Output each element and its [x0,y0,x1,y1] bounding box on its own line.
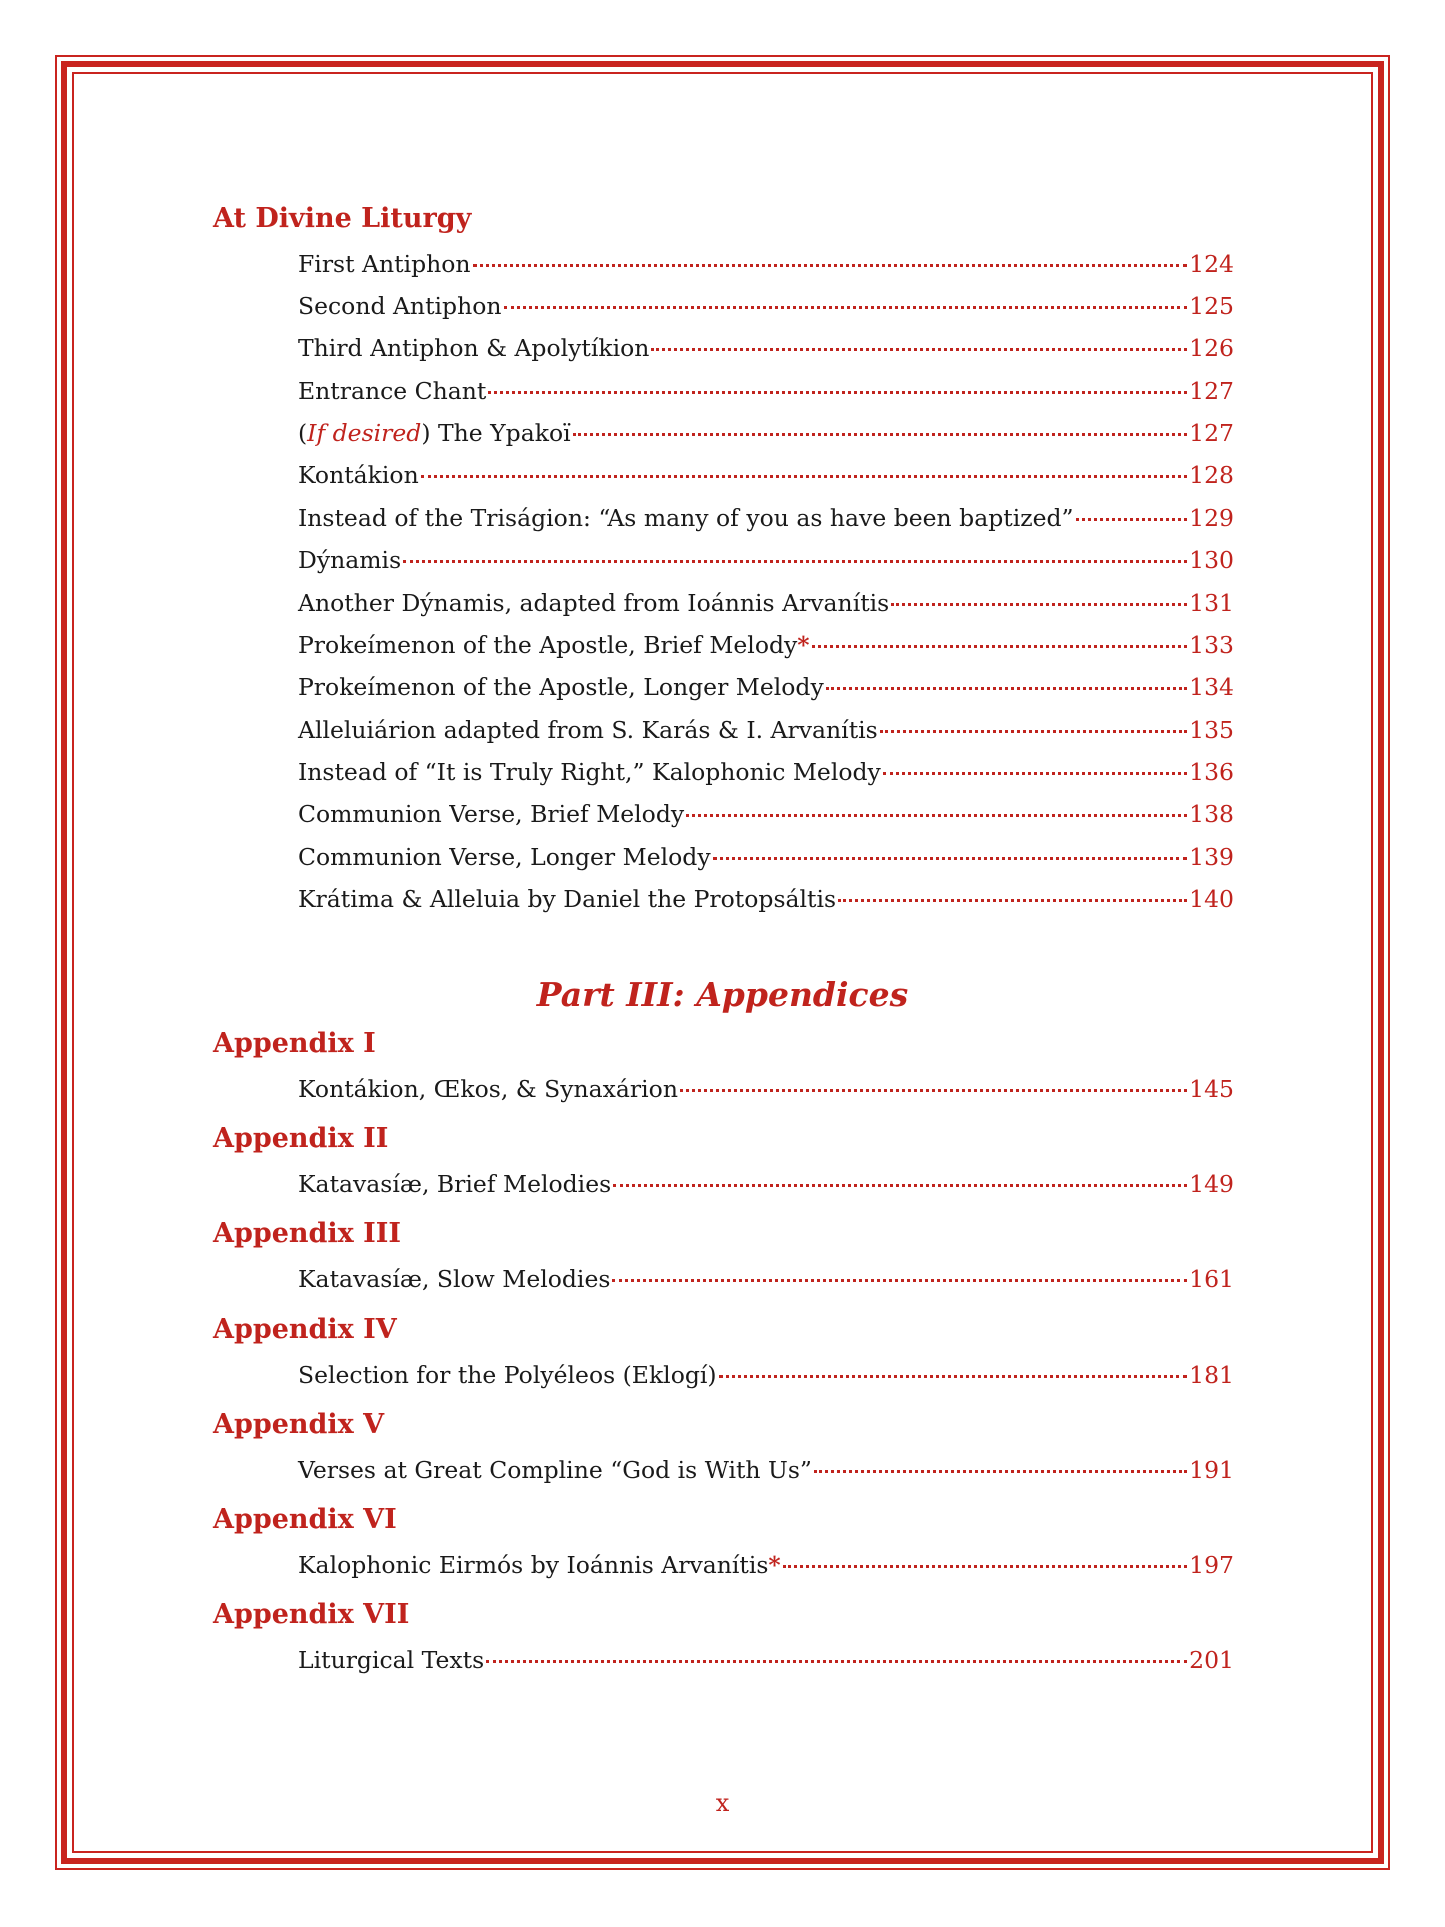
dot-leader [719,1375,1188,1378]
toc-entry[interactable] [298,501,1234,535]
entry-title: Kontákion, Œkos, & Synaxárion [298,1075,678,1103]
paren-close: ) [421,419,431,447]
entry-page-number: 191 [1189,1456,1234,1484]
toc-entry[interactable] [298,289,1234,323]
entry-page-number: 138 [1189,800,1234,828]
part-heading: Part III: Appendices [536,975,909,1014]
toc-entry[interactable] [298,416,1234,450]
appendix-heading: Appendix II [213,1123,389,1154]
dot-leader [651,348,1187,351]
toc-entry[interactable] [298,840,1234,874]
entry-page-number: 197 [1189,1551,1234,1579]
dot-leader [473,264,1188,267]
dot-leader [880,730,1187,733]
dot-leader [826,687,1187,690]
entry-page-number: 201 [1189,1646,1234,1674]
toc-entry[interactable] [298,1643,1234,1677]
entry-title: Liturgical Texts [298,1646,485,1674]
toc-entry[interactable] [298,713,1234,747]
toc-entry[interactable] [298,797,1234,831]
entry-page-number: 145 [1189,1075,1234,1103]
dot-leader [713,857,1188,860]
asterisk-mark: * [797,631,810,659]
entry-page-number: 124 [1189,250,1234,278]
toc-entry[interactable] [298,543,1234,577]
entry-title: Another Dýnamis, adapted from Ioánnis Arvanítis [298,589,890,617]
entry-title: Verses at Great Compline “God is With Us” [298,1456,812,1484]
appendix-heading: Appendix V [213,1409,385,1440]
dot-leader [814,1470,1187,1473]
entry-page-number: 125 [1189,292,1234,320]
entry-title-text: The Ypakoï [430,419,571,447]
toc-entry[interactable] [298,670,1234,704]
entry-title: First Antiphon [298,250,471,278]
toc-entry[interactable] [298,374,1234,408]
toc-entry[interactable] [298,1358,1234,1392]
toc-entry[interactable] [298,331,1234,365]
dot-leader [883,772,1187,775]
toc-entry[interactable] [298,1453,1234,1487]
entry-page-number: 126 [1189,334,1234,362]
entry-title-text: Kalophonic Eirmós by Ioánnis Arvanítis [298,1551,769,1579]
entry-title [298,416,571,450]
toc-entry[interactable] [298,247,1234,281]
entry-title: Dýnamis [298,546,402,574]
dot-leader [812,645,1188,648]
entry-page-number: 130 [1189,546,1234,574]
entry-title [298,1548,781,1582]
toc-entry[interactable] [298,628,1234,662]
entry-title: Kontákion [298,461,419,489]
toc-entry[interactable] [298,586,1234,620]
appendix-heading: Appendix VII [213,1599,410,1630]
page-folio: x [715,1789,730,1817]
toc-entry[interactable] [298,1167,1234,1201]
entry-page-number: 136 [1189,758,1234,786]
entry-title [298,628,810,662]
appendix-heading: Appendix VI [213,1504,397,1535]
appendix-heading: Appendix IV [213,1314,397,1345]
entry-page-number: 129 [1189,504,1234,532]
entry-title: Entrance Chant [298,377,487,405]
entry-title: Krátima & Alleluia by Daniel the Protopsáltis [298,885,837,913]
section-heading-divine-liturgy: At Divine Liturgy [213,203,472,234]
dot-leader [1076,518,1188,521]
entry-title: Second Antiphon [298,292,502,320]
entry-title: Third Antiphon & Apolytíkion [298,334,650,362]
dot-leader [486,1660,1187,1663]
entry-page-number: 127 [1189,377,1234,405]
entry-page-number: 139 [1189,843,1234,871]
entry-page-number: 161 [1189,1265,1234,1293]
italic-note: If desired [307,419,422,447]
appendix-heading: Appendix III [213,1218,402,1249]
dot-leader [504,306,1188,309]
toc-entry[interactable] [298,458,1234,492]
entry-page-number: 135 [1189,716,1234,744]
toc-entry[interactable] [298,1262,1234,1296]
entry-title: Katavasíæ, Brief Melodies [298,1170,612,1198]
entry-title: Prokeímenon of the Apostle, Longer Melody [298,673,824,701]
toc-entry[interactable] [298,1072,1234,1106]
entry-page-number: 140 [1189,885,1234,913]
entry-title: Katavasíæ, Slow Melodies [298,1265,611,1293]
paren-open: ( [298,419,308,447]
toc-entry[interactable] [298,882,1234,916]
entry-title: Selection for the Polyéleos (Eklogí) [298,1361,717,1389]
entry-title: Communion Verse, Brief Melody [298,800,685,828]
toc-entry[interactable] [298,1548,1234,1582]
dot-leader [686,814,1187,817]
dot-leader [783,1565,1187,1568]
dot-leader [421,475,1187,478]
dot-leader [680,1089,1187,1092]
entry-page-number: 128 [1189,461,1234,489]
asterisk-mark: * [768,1551,781,1579]
dot-leader [488,391,1187,394]
entry-page-number: 134 [1189,673,1234,701]
entry-page-number: 149 [1189,1170,1234,1198]
entry-title: Alleluiárion adapted from S. Karás & I. Arvanítis [298,716,878,744]
entry-title: Communion Verse, Longer Melody [298,843,711,871]
entry-page-number: 127 [1189,419,1234,447]
dot-leader [403,560,1187,563]
entry-title-text: Prokeímenon of the Apostle, Brief Melody [298,631,798,659]
appendix-heading: Appendix I [213,1028,376,1059]
entry-title: Instead of “It is Truly Right,” Kalophonic Melody [298,758,881,786]
toc-entry[interactable] [298,755,1234,789]
entry-page-number: 181 [1189,1361,1234,1389]
dot-leader [891,603,1187,606]
entry-title: Instead of the Triságion: “As many of you as have been baptized” [298,504,1074,532]
dot-leader [613,1184,1187,1187]
dot-leader [612,1279,1187,1282]
entry-page-number: 131 [1189,589,1234,617]
dot-leader [573,433,1187,436]
dot-leader [838,899,1187,902]
entry-page-number: 133 [1189,631,1234,659]
